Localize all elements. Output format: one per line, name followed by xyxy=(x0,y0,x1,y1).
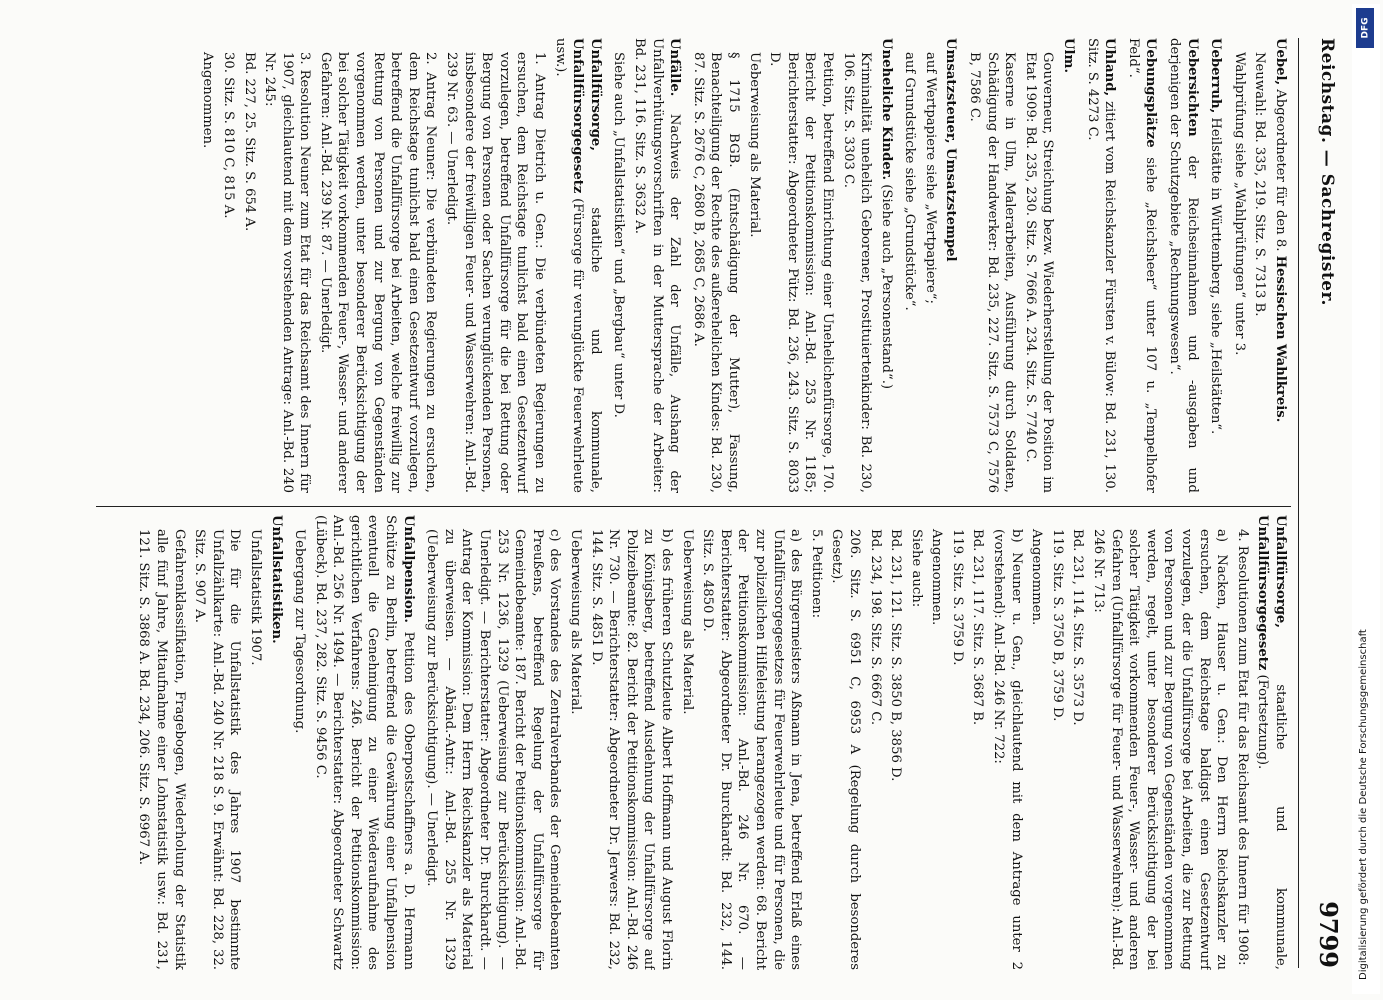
entry-keyword: Unfallfürsorgegesetz xyxy=(570,38,586,194)
entry-text: Petition, betreffend Einrichtung einer Unehelichenfürsorge, 170. Bericht der Petitionskommission: Anl.-Bd. 253 Nr. 1185; Berichterstatter: Abgeordneter Pütz: Bd. 236, 243. Sitz. S. 8033 D. xyxy=(767,52,835,493)
entry-text: Wahlprüfung siehe „Wahlprüfungen“ unter 3. xyxy=(1231,52,1247,356)
entry-paragraph xyxy=(901,38,919,493)
entry-paragraph xyxy=(745,38,763,493)
entry-text: 206. Sitz. S. 6951 C, 6953 A (Regelung durch besonderes Gesetz). xyxy=(829,529,862,970)
entry-keyword: Unfallstatistiken. xyxy=(268,515,284,644)
entry-text: (Siehe auch „Personenstand“.) xyxy=(878,180,894,390)
entry-text: Ueberweisung als Material. xyxy=(568,529,584,715)
entry-keyword: Uebel, xyxy=(1273,38,1288,86)
page-number: 9799 xyxy=(1314,901,1343,968)
entry-text: Gouverneur, Streichung bezw. Wiederherstellung der Position im Etat 1909: Bd. 235, 230. Sitz. S. 7666 A. 234. Sitz. S. 7740 C. xyxy=(1022,52,1056,493)
entry-keyword: Ueberruh, xyxy=(1208,38,1224,114)
entry-text: 30. Sitz. S. 810 C, 815 A. xyxy=(220,52,236,219)
entry-paragraph xyxy=(1230,38,1248,493)
entry-keyword: Unfälle. xyxy=(667,38,683,97)
entry-text: Ueberweisung als Material. xyxy=(746,52,762,238)
entry-text: Die für die Unfallstatistik des Jahres 1907 bestimmte Unfallzählkarte: Anl.-Bd. 240 Nr. 218 S. 9. Erwähnt: Bd. 228, 32. Sitz. S. 907 A. xyxy=(192,529,243,970)
register-entry-uebel xyxy=(1230,38,1289,493)
entry-paragraph xyxy=(566,515,584,970)
entry-paragraph xyxy=(1165,38,1200,493)
entry-text: zitiert vom Reichskanzler Fürsten v. Bülow: Bd. 231, 130. Sitz. S. 4273 C. xyxy=(1084,38,1118,493)
entry-text: Bd. 231, 114. Sitz. S. 3573 D. xyxy=(1070,529,1086,726)
register-entry-uebungsplaetze xyxy=(1124,38,1159,493)
entry-text: Ueberweisung als Material. xyxy=(679,529,695,715)
entry-paragraph xyxy=(630,38,683,493)
entry-text: 1. Antrag Dietrich u. Gen.: Die verbündeten Regierungen zu ersuchen, dem Reichstage tunlichst bald einen Gesetzentwurf vorzulegen, betreffend Unfallfürsorge für die bei Rettung oder Bergung von Personen oder Sachen verunglückenden Personen, insbesondere der freiwilligen Feuer- und Wasserwehren: Anl.-Bd. 239 Nr. 63. — Unerledigt. xyxy=(444,52,548,493)
entry-paragraph xyxy=(1083,38,1118,493)
entry-paragraph xyxy=(610,38,628,493)
entry-text: b) des früheren Schutzleute Albert Hoffmann und August Florin zu Königsberg, betreffend Ausdehnung der Unfallfürsorge auf Polizeibeamte: 82. Bericht der Petitionskommission: Anl.-Bd. 246 Nr. 730. — Berichterstatter: Abgeordneter Dr. Jerwers: Bd. 232, 144. Sitz. S. 4851 D. xyxy=(588,529,674,970)
entry-paragraph xyxy=(1069,515,1087,970)
entry-paragraph xyxy=(990,515,1025,970)
entry-paragraph xyxy=(807,515,825,970)
left-column xyxy=(99,38,1289,493)
header-rule xyxy=(1298,38,1299,968)
entry-text: (Fürsorge für verunglückte Feuerwehrleute usw.). xyxy=(552,38,586,493)
entry-text: der Reichseinnahmen und -ausgaben und derjenigen der Schutzgebiete „Rechnungswesen“. xyxy=(1167,38,1200,493)
page-header xyxy=(1311,38,1343,968)
entry-paragraph xyxy=(135,515,188,970)
entry-text: 4. Resolutionen zum Etat für das Reichsamt des Innern für 1908: xyxy=(1234,529,1250,966)
entry-keyword: Uhland, xyxy=(1102,38,1118,97)
register-entry-uebersichten xyxy=(1165,38,1200,493)
entry-paragraph xyxy=(839,38,874,493)
entry-paragraph xyxy=(199,38,217,493)
entry-text: staatliche und kommunale, xyxy=(1273,627,1288,970)
entry-text: Bd. 227, 25. Sitz. S. 654 A. xyxy=(241,52,257,232)
digitization-credit: Digitalisierung gefördert durch die Deutsche Forschungsgemeinschaft xyxy=(1358,629,1369,980)
entry-paragraph xyxy=(969,515,987,970)
entry-paragraph xyxy=(966,38,1019,493)
entry-paragraph xyxy=(316,38,439,493)
entry-paragraph xyxy=(1251,38,1269,493)
register-entry-uneheliche xyxy=(689,38,895,493)
entry-text: siehe „Reichsheer“ unter 107 u. „Tempelhofer Feld“. xyxy=(1125,38,1159,493)
entry-paragraph xyxy=(766,38,836,493)
entry-paragraph xyxy=(1271,38,1289,493)
entry-text: Nachweis der Zahl der Unfälle, Aushang der Unfallverhütungsvorschriften in der Muttersprache der Arbeiter: Bd. 231, 116. Sitz. S. 3632 A. xyxy=(632,38,683,493)
entry-text: 119. Sitz. S. 3759 D. xyxy=(949,529,965,666)
entry-paragraph xyxy=(1089,515,1230,970)
entry-text: Gefahrenklassifikation, Fragebogen, Wiederholung der Statistik alle fünf Jahre, Mitaufnahme einer Lohnstatistik usw.: Bd. 231, 121. Sitz. S. 3868 A. Bd. 234, 206. Sitz. S. 6967 A. xyxy=(136,529,187,970)
register-entry-unfallstatistiken xyxy=(135,515,285,970)
entry-keyword: Hessischen Wahlkreis. xyxy=(1273,255,1288,423)
register-entry-unfallfuersorge-cont xyxy=(423,515,1289,970)
entry-keyword: Umsatzsteuer, Umsatzstempel xyxy=(943,38,959,262)
entry-text: § 1715 BGB. (Entschädigung der Mutter), Fassung, Benachteiligung der Rechte des außerehelichen Kindes: Bd. 230, 87. Sitz. S. 2676 C, 2680 B, 2685 C, 2686 A. xyxy=(690,52,741,493)
register-entry-ueberruh xyxy=(1207,38,1225,493)
entry-text: Siehe auch: xyxy=(908,529,924,608)
entry-paragraph xyxy=(1028,515,1046,970)
entry-text: Angenommen. xyxy=(1029,529,1045,626)
entry-paragraph xyxy=(240,38,258,493)
entry-text: Uebergang zur Tagesordnung. xyxy=(292,529,308,734)
entry-text: 119. Sitz. S. 3750 B, 3759 D. xyxy=(1049,529,1065,722)
register-entry-unfaelle xyxy=(610,38,683,493)
entry-text: Neuwahl: Bd. 335, 219. Sitz. S. 7313 B. xyxy=(1252,52,1268,317)
entry-paragraph xyxy=(1021,38,1056,493)
entry-text: staatliche und kommunale, xyxy=(587,150,603,493)
entry-text: Angenommen. xyxy=(200,52,216,149)
entry-paragraph xyxy=(948,515,966,970)
entry-paragraph xyxy=(1124,38,1159,493)
entry-paragraph xyxy=(877,38,895,493)
entry-paragraph xyxy=(191,515,244,970)
entry-paragraph xyxy=(866,515,884,970)
entry-paragraph xyxy=(887,515,905,970)
entry-text: Heilstätte in Württemberg, siehe „Heilstätten“. xyxy=(1208,113,1224,435)
entry-paragraph xyxy=(928,515,946,970)
entry-text: Siehe auch „Unfallstatistiken“ und „Bergbau“ unter D. xyxy=(611,52,627,418)
entry-keyword: Ulm. xyxy=(1061,38,1077,74)
entry-keyword: Uneheliche Kinder. xyxy=(878,38,894,181)
entry-text: b) Neuner u. Gen., gleichlautend mit dem Antrage unter 2 (vorstehend): Anl.-Bd. 246 Nr. 722: xyxy=(991,529,1024,970)
entry-keyword: Uebersichten xyxy=(1184,38,1200,137)
entry-paragraph xyxy=(1254,515,1289,970)
entry-text: Angenommen. xyxy=(929,529,945,626)
entry-paragraph xyxy=(921,38,939,493)
entry-text: (Fortsetzung). xyxy=(1255,670,1271,770)
register-entry-uhland xyxy=(1083,38,1118,493)
register-entry-unfallpension xyxy=(291,515,417,970)
entry-paragraph xyxy=(907,515,925,970)
entry-keyword: Unfallpension. xyxy=(400,515,416,623)
running-head: Reichstag. — Sachregister. xyxy=(1317,38,1337,306)
entry-text: 5. Petitionen: xyxy=(808,529,824,619)
entry-paragraph xyxy=(267,515,285,970)
entry-paragraph xyxy=(699,515,805,970)
entry-keyword: Unfallfürsorge, xyxy=(1273,515,1288,628)
entry-text: Bd. 231, 117. Sitz. S. 3687 B. xyxy=(970,529,986,726)
entry-text: Abgeordneter für den 8. xyxy=(1273,85,1288,256)
entry-paragraph xyxy=(942,38,960,493)
dfg-logo: DFG xyxy=(1356,8,1374,48)
entry-keyword: Uebungsplätze xyxy=(1143,38,1159,148)
entry-keyword: Unfallfürsorgegesetz xyxy=(1255,515,1271,671)
entry-paragraph xyxy=(1059,38,1077,493)
entry-paragraph xyxy=(442,38,548,493)
entry-paragraph xyxy=(689,38,742,493)
entry-text: a) des Bürgermeisters Aßmann in Jena, betreffend Erlaß eines Unfallfürsorgegesetzes für Feuerwehrleute und für Personen, die zur polizeilichen Hilfeleistung herangezogen werden: 68. Bericht der Petitionskommission: Anl.-Bd. 246 Nr. 670. — Berichterstatter: Abgeordneter Dr. Burckhardt: Bd. 232, 144. Sitz. S. 4850 D. xyxy=(700,529,804,970)
entry-text: Kaserne in Ulm, Malerarbeiten, Ausführung durch Soldaten, Schädigung der Handwerker: Bd. 235, 227. Sitz. S. 7573 C, 7576 B, 7586 C. xyxy=(967,52,1018,493)
entry-paragraph xyxy=(678,515,696,970)
entry-paragraph xyxy=(311,515,417,970)
entry-paragraph xyxy=(828,515,863,970)
entry-text: auf Grundstücke siehe „Grundstücke“. xyxy=(902,52,918,311)
entry-paragraph xyxy=(291,515,309,970)
register-entry-umsatzsteuer xyxy=(901,38,960,493)
entry-text: a) Nacken, Hauser u. Gen.: Den Herrn Reichskanzler zu ersuchen, dem Reichstage baldigst einen Gesetzentwurf vorzulegen, der die Unfallfürsorge bei Arbeiten, die zur Rettung von Personen und zur Bergung von Gegenständen vorgenommen werden, regelt, unter besonderer Berücksichtigung der bei solcher Tätigkeit vorkommenden Feuer-, Wasser- und anderen Gefahren (Unfallfürsorge für Feuer- und Wasserwehren): Anl.-Bd. 246 Nr. 713: xyxy=(1091,529,1230,970)
entry-paragraph xyxy=(1207,38,1225,493)
entry-paragraph xyxy=(246,515,264,970)
entry-text: Unfallstatistik 1907. xyxy=(247,529,263,666)
right-column xyxy=(99,515,1289,970)
entry-paragraph xyxy=(261,38,314,493)
entry-text: Bd. 234, 198. Sitz. S. 6667 C. xyxy=(867,529,883,726)
entry-paragraph xyxy=(551,38,604,493)
entry-text: Bd. 231, 121. Sitz. S. 3850 B, 3856 D. xyxy=(888,529,904,782)
entry-paragraph xyxy=(587,515,675,970)
entry-paragraph xyxy=(1233,515,1251,970)
register-entry-unfallfuersorge xyxy=(199,38,604,493)
entry-text: 2. Antrag Neuner: Die verbündeten Regierungen zu ersuchen, dem Reichstage tunlichst bald einen Gesetzentwurf vorzulegen, betreffend die Unfallfürsorge bei Arbeiten, welche freiwillig zur Rettung von Personen und zur Bergung von Gegenständen vorgenommen werden, unter besonderer Berücksichtigung der bei solcher Tätigkeit vorkommenden Feuer-, Wasser- und anderer Gefahren: Anl.-Bd. 239 Nr. 87. — Unerledigt. xyxy=(317,52,439,493)
entry-paragraph xyxy=(423,515,564,970)
entry-text: Kriminalität unehelich Geborener, Prostituiertenkinder: Bd. 230, 106. Sitz. S. 3303 C. xyxy=(840,52,874,493)
column-divider xyxy=(96,506,1291,507)
register-entry-ulm xyxy=(966,38,1078,493)
entry-text: 3. Resolution Neuner zum Etat für das Reichsamt des Innern für 1907, gleichlautend mit dem vorstehenden Antrage: Anl.-Bd. 240 Nr. 245: xyxy=(262,52,313,493)
entry-text: c) des Vorstandes des Zentralverbandes der Gemeindebeamten Preußens, betreffend Regelung der Unfallfürsorge für Gemeindebeamte: 187. Bericht der Petitionskommission: Anl.-Bd. 253 Nr. 1236, 1329 (Ueberweisung zur Berücksichtigung). — Unerledigt. — Berichterstatter: Abgeordneter Dr. Burckhardt. — Antrag der Kommission: Dem Herrn Reichskanzler als Material zu überweisen. — Abänd.-Antr.: Anl.-Bd. 255 Nr. 1329 (Ueberweisung zur Berücksichtigung). — Unerledigt. xyxy=(424,529,563,970)
entry-paragraph xyxy=(1048,515,1066,970)
entry-text: auf Wertpapiere siehe „Wertpapiere“; xyxy=(922,52,938,304)
entry-keyword: Unfallfürsorge, xyxy=(587,38,603,151)
entry-text: Petition des Oberpostschaffners a. D. Hermann Schütze zu Berlin, betreffend die Gewährung einer Unfallpension eventuell die Genehmigung zu einer Wiederaufnahme des gerichtlichen Verfahrens: 246. Bericht der Petitionskommission: Anl.-Bd. 256 Nr. 1494. — Berichterstatter: Abgeordneter Schwartz (Lübeck). Bd. 237, 282. Sitz. S. 9456 C. xyxy=(312,515,416,970)
entry-paragraph xyxy=(219,38,237,493)
